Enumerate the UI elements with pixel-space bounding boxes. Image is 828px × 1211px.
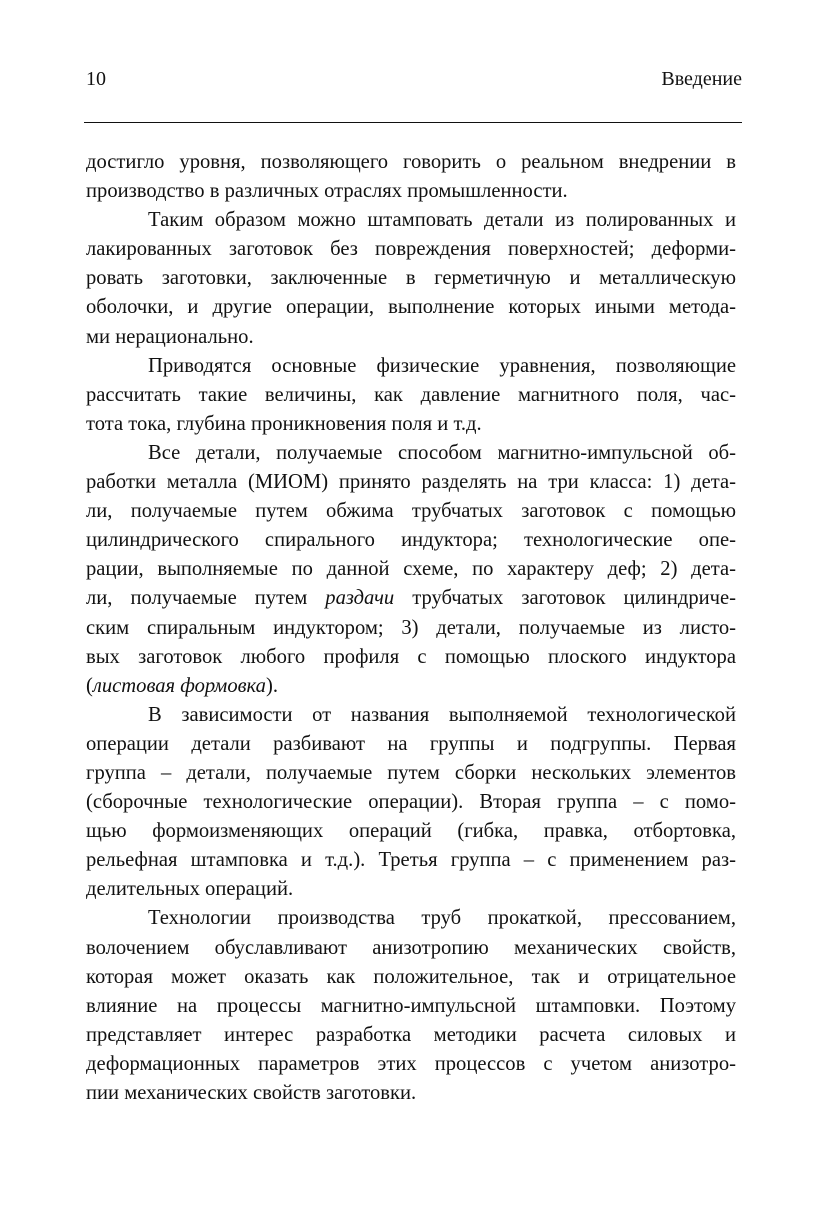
text-line: производство в различных отраслях промышленности. xyxy=(86,180,568,203)
text-line: Технологии производства труб прокаткой, прессованием, xyxy=(148,907,736,930)
text-line: делительных операций. xyxy=(86,878,294,901)
text-line: операции детали разбивают на группы и подгруппы. Первая xyxy=(86,732,736,755)
section-title: Введение xyxy=(661,68,742,90)
text-line: оболочки, и другие операции, выполнение которых иными метода- xyxy=(86,296,736,319)
text-line: Приводятся основные физические уравнения, позволяющие xyxy=(148,354,736,377)
text-line: ровать заготовки, заключенные в герметичную и металлическую xyxy=(86,267,736,290)
text-line: представляет интерес разработка методики расчета силовых и xyxy=(86,1023,736,1046)
text-line: деформационных параметров этих процессов с учетом анизотро- xyxy=(86,1052,736,1075)
text-line: ми нерационально. xyxy=(86,325,254,348)
text-line: В зависимости от названия выполняемой технологической xyxy=(148,703,736,726)
text-line: рассчитать такие величины, как давление магнитного поля, час- xyxy=(86,383,736,406)
paragraph xyxy=(86,904,736,1108)
text-line: рельефная штамповка и т.д.). Третья группа – с применением раз- xyxy=(86,849,736,872)
body-text xyxy=(86,148,736,1108)
text-line: достигло уровня, позволяющего говорить о реальном внедрении в xyxy=(86,151,736,173)
paragraph xyxy=(86,148,736,206)
running-header xyxy=(86,68,742,98)
italic-term: листовая формовка xyxy=(92,674,266,697)
text-line: ли, получаемые путем обжима трубчатых заготовок с помощью xyxy=(86,500,736,523)
text-line: (листовая формовка). xyxy=(86,674,278,697)
text-line: цилиндрического спирального индуктора; технологические опе- xyxy=(86,529,736,552)
paragraph xyxy=(86,352,736,439)
text-line: группа – детали, получаемые путем сборки нескольких элементов xyxy=(86,761,736,784)
text-line: вых заготовок любого профиля с помощью плоского индуктора xyxy=(86,645,736,668)
text-line: которая может оказать как положительное, так и отрицательное xyxy=(86,965,736,988)
header-rule xyxy=(84,122,742,123)
text-line: влияние на процессы магнитно-импульсной штамповки. Поэтому xyxy=(86,994,736,1017)
text-line: Все детали, получаемые способом магнитно-импульсной об- xyxy=(148,441,736,464)
text-line: Таким образом можно штамповать детали из полированных и xyxy=(148,209,736,232)
text-line: тота тока, глубина проникновения поля и т.д. xyxy=(86,412,482,435)
text-line: работки металла (МИОМ) принято разделять на три класса: 1) дета- xyxy=(86,471,736,494)
paragraph xyxy=(86,701,736,905)
text-line: ли, получаемые путем раздачи трубчатых заготовок цилиндриче- xyxy=(86,587,736,610)
text-line: ским спиральным индуктором; 3) детали, получаемые из листо- xyxy=(86,616,736,639)
page-number: 10 xyxy=(86,68,106,90)
text-line: лакированных заготовок без повреждения поверхностей; деформи- xyxy=(86,238,736,261)
italic-term: раздачи xyxy=(325,587,395,610)
paragraph xyxy=(86,206,736,351)
text-line: (сборочные технологические операции). Вторая группа – с помо- xyxy=(86,791,736,814)
text-line: волочением обуславливают анизотропию механических свойств, xyxy=(86,936,736,959)
text-line: пии механических свойств заготовки. xyxy=(86,1082,417,1104)
paragraph xyxy=(86,439,736,701)
text-line: щью формоизменяющих операций (гибка, правка, отбортовка, xyxy=(86,820,736,843)
text-line: рации, выполняемые по данной схеме, по характеру деф; 2) дета- xyxy=(86,558,736,581)
